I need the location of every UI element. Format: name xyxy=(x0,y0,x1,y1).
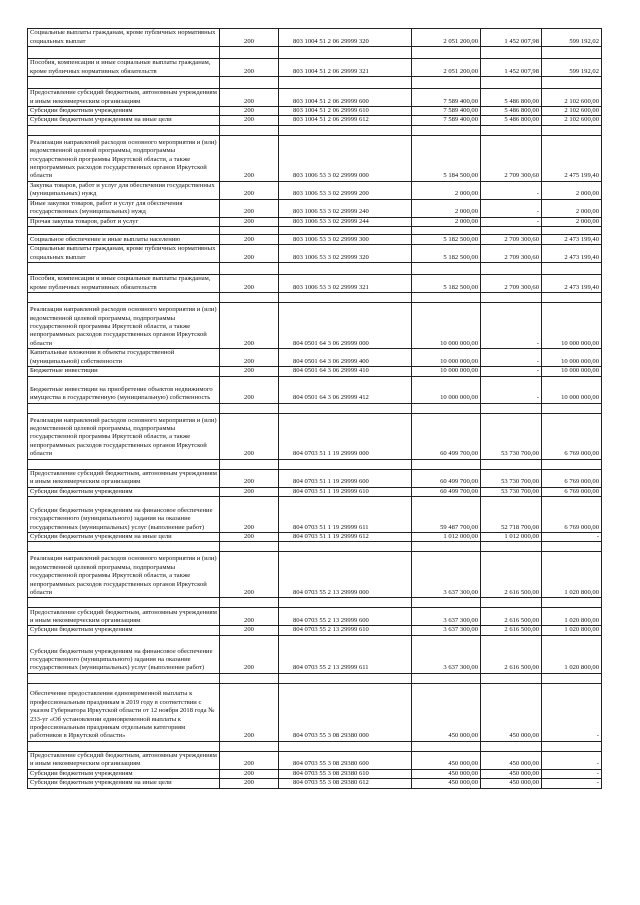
row-admin-code-cell: 200 xyxy=(220,769,279,778)
row-admin-code-cell: 200 xyxy=(220,217,279,226)
row-remaining-cell: 2 102 600,00 xyxy=(542,89,602,107)
row-executed-cell: 1 452 007,98 xyxy=(481,29,542,47)
row-admin-code-cell xyxy=(220,263,279,275)
row-executed-cell xyxy=(481,741,542,751)
table-row xyxy=(28,497,602,533)
row-executed-cell: 2 709 300,60 xyxy=(481,275,542,293)
row-executed-cell: - xyxy=(481,367,542,376)
row-executed-cell: 450 000,00 xyxy=(481,683,542,741)
row-planned-cell: 10 000 000,00 xyxy=(412,367,481,376)
budget-report-sheet xyxy=(27,28,601,789)
row-name-cell: Бюджетные инвестиции на приобретение объектов недвижимого имущества в государственную (муниципальную) собственность xyxy=(28,376,220,403)
row-admin-code-cell: 200 xyxy=(220,181,279,199)
row-admin-code-cell: 200 xyxy=(220,59,279,77)
row-planned-cell: 2 000,00 xyxy=(412,181,481,199)
row-planned-cell: 3 637 300,00 xyxy=(412,608,481,626)
row-executed-cell: 2 616 500,00 xyxy=(481,608,542,626)
row-name-cell: Предоставление субсидий бюджетным, автономным учреждениям и иным некоммерческим организациям xyxy=(28,751,220,769)
table-row xyxy=(28,469,602,487)
row-remaining-cell xyxy=(542,47,602,59)
row-remaining-cell: - xyxy=(542,533,602,542)
row-remaining-cell xyxy=(542,77,602,89)
row-name-cell: Предоставление субсидий бюджетным, автономным учреждениям и иным некоммерческим организациям xyxy=(28,469,220,487)
row-planned-cell xyxy=(412,227,481,235)
spacer-row xyxy=(28,403,602,413)
row-executed-cell: 53 730 700,00 xyxy=(481,487,542,496)
row-remaining-cell: 2 000,00 xyxy=(542,217,602,226)
row-planned-cell xyxy=(412,598,481,608)
row-name-cell: Субсидии бюджетным учреждениям на иные цели xyxy=(28,116,220,125)
row-name-cell: Субсидии бюджетным учреждениям xyxy=(28,626,220,635)
row-admin-code-cell xyxy=(220,741,279,751)
row-budget-code-cell: 804 0501 64 3 06 29999 000 xyxy=(279,303,412,349)
row-planned-cell: 2 051 200,00 xyxy=(412,59,481,77)
row-admin-code-cell: 200 xyxy=(220,533,279,542)
row-planned-cell: 2 000,00 xyxy=(412,217,481,226)
row-planned-cell xyxy=(412,47,481,59)
row-executed-cell xyxy=(481,459,542,469)
row-name-cell xyxy=(28,403,220,413)
row-name-cell xyxy=(28,459,220,469)
row-planned-cell xyxy=(412,403,481,413)
table-row xyxy=(28,349,602,367)
table-row xyxy=(28,367,602,376)
table-row xyxy=(28,116,602,125)
row-remaining-cell xyxy=(542,227,602,235)
row-admin-code-cell: 200 xyxy=(220,116,279,125)
row-remaining-cell: 10 000 000,00 xyxy=(542,349,602,367)
row-planned-cell: 7 589 400,00 xyxy=(412,107,481,116)
row-planned-cell xyxy=(412,77,481,89)
row-executed-cell: 450 000,00 xyxy=(481,751,542,769)
row-budget-code-cell: 803 1004 51 2 06 29999 320 xyxy=(279,29,412,47)
row-name-cell: Прочая закупка товаров, работ и услуг xyxy=(28,217,220,226)
row-executed-cell: 450 000,00 xyxy=(481,779,542,788)
row-planned-cell: 5 182 500,00 xyxy=(412,245,481,263)
row-executed-cell: 5 486 800,00 xyxy=(481,107,542,116)
row-executed-cell xyxy=(481,673,542,683)
row-admin-code-cell: 200 xyxy=(220,107,279,116)
row-budget-code-cell xyxy=(279,293,412,303)
row-remaining-cell xyxy=(542,459,602,469)
row-name-cell: Субсидии бюджетным учреждениям на финансовое обеспечение государственного (муниципального) задания на оказание государственных (муниципальных) услуг (выполнение работ) xyxy=(28,635,220,673)
table-row xyxy=(28,533,602,542)
spacer-row xyxy=(28,598,602,608)
row-admin-code-cell xyxy=(220,47,279,59)
row-remaining-cell: 10 000 000,00 xyxy=(542,367,602,376)
row-name-cell: Реализация направлений расходов основного мероприятия и (или) ведомственной целевой программы, подпрограммы государственной программы Иркутской области, а также непрограммных расходов государственных органов Иркутской области xyxy=(28,135,220,181)
row-executed-cell: 2 709 300,60 xyxy=(481,235,542,245)
row-admin-code-cell: 200 xyxy=(220,608,279,626)
row-budget-code-cell: 804 0703 55 3 08 29380 000 xyxy=(279,683,412,741)
spacer-row xyxy=(28,77,602,89)
row-name-cell: Субсидии бюджетным учреждениям на иные цели xyxy=(28,533,220,542)
row-budget-code-cell: 803 1004 51 2 06 29999 600 xyxy=(279,89,412,107)
table-row xyxy=(28,608,602,626)
row-planned-cell: 7 589 400,00 xyxy=(412,116,481,125)
row-admin-code-cell: 200 xyxy=(220,376,279,403)
row-name-cell xyxy=(28,293,220,303)
row-planned-cell: 450 000,00 xyxy=(412,779,481,788)
row-name-cell: Субсидии бюджетным учреждениям xyxy=(28,769,220,778)
row-name-cell xyxy=(28,47,220,59)
row-budget-code-cell: 803 1006 53 3 02 29999 244 xyxy=(279,217,412,226)
row-budget-code-cell: 803 1006 53 3 02 29999 300 xyxy=(279,235,412,245)
table-row xyxy=(28,376,602,403)
spacer-row xyxy=(28,673,602,683)
table-row xyxy=(28,29,602,47)
row-planned-cell xyxy=(412,741,481,751)
row-executed-cell xyxy=(481,47,542,59)
row-admin-code-cell: 200 xyxy=(220,367,279,376)
row-executed-cell: 2 616 500,00 xyxy=(481,552,542,598)
row-admin-code-cell: 200 xyxy=(220,235,279,245)
row-executed-cell xyxy=(481,542,542,552)
table-row xyxy=(28,751,602,769)
row-budget-code-cell: 804 0703 55 3 08 29380 612 xyxy=(279,779,412,788)
row-remaining-cell xyxy=(542,598,602,608)
row-admin-code-cell xyxy=(220,542,279,552)
row-budget-code-cell: 803 1006 53 3 02 29999 200 xyxy=(279,181,412,199)
row-remaining-cell xyxy=(542,125,602,135)
table-row xyxy=(28,59,602,77)
table-row xyxy=(28,487,602,496)
row-admin-code-cell: 200 xyxy=(220,469,279,487)
row-executed-cell: 1 012 000,00 xyxy=(481,533,542,542)
row-admin-code-cell: 200 xyxy=(220,29,279,47)
table-row xyxy=(28,199,602,217)
row-executed-cell: 2 616 500,00 xyxy=(481,635,542,673)
row-budget-code-cell xyxy=(279,459,412,469)
row-budget-code-cell: 804 0703 51 1 19 29999 611 xyxy=(279,497,412,533)
row-executed-cell: - xyxy=(481,199,542,217)
table-row xyxy=(28,181,602,199)
row-remaining-cell: 2 000,00 xyxy=(542,181,602,199)
row-executed-cell: 450 000,00 xyxy=(481,769,542,778)
row-budget-code-cell: 803 1006 53 3 02 29999 321 xyxy=(279,275,412,293)
row-planned-cell: 7 589 400,00 xyxy=(412,89,481,107)
row-executed-cell: - xyxy=(481,303,542,349)
spacer-row xyxy=(28,459,602,469)
row-name-cell: Иные закупки товаров, работ и услуг для обеспечения государственных (муниципальных) нужд xyxy=(28,199,220,217)
row-name-cell: Субсидии бюджетным учреждениям на иные цели xyxy=(28,779,220,788)
row-executed-cell: 53 730 700,00 xyxy=(481,413,542,459)
row-admin-code-cell: 200 xyxy=(220,497,279,533)
row-remaining-cell: 1 020 800,00 xyxy=(542,635,602,673)
row-planned-cell: 10 000 000,00 xyxy=(412,376,481,403)
table-row xyxy=(28,275,602,293)
row-name-cell xyxy=(28,227,220,235)
row-planned-cell: 60 499 700,00 xyxy=(412,487,481,496)
row-planned-cell: 3 637 300,00 xyxy=(412,626,481,635)
row-remaining-cell xyxy=(542,542,602,552)
budget-table xyxy=(27,28,602,789)
row-remaining-cell xyxy=(542,741,602,751)
row-executed-cell: - xyxy=(481,217,542,226)
row-budget-code-cell xyxy=(279,227,412,235)
row-budget-code-cell xyxy=(279,77,412,89)
row-planned-cell: 450 000,00 xyxy=(412,751,481,769)
table-row xyxy=(28,217,602,226)
spacer-row xyxy=(28,293,602,303)
row-budget-code-cell: 804 0703 55 2 13 29999 000 xyxy=(279,552,412,598)
row-budget-code-cell: 804 0703 55 2 13 29999 610 xyxy=(279,626,412,635)
table-row xyxy=(28,135,602,181)
row-admin-code-cell: 200 xyxy=(220,779,279,788)
row-executed-cell: 53 730 700,00 xyxy=(481,469,542,487)
row-executed-cell xyxy=(481,403,542,413)
spacer-row xyxy=(28,542,602,552)
row-remaining-cell: 6 769 000,00 xyxy=(542,487,602,496)
row-admin-code-cell xyxy=(220,293,279,303)
row-name-cell: Обеспечение предоставления единовременной выплаты к профессиональным праздникам в 2019 году в соответствии с указом Губернатора Иркутской области от 12 ноября 2018 года № 233-уг «Об установлении единовременной выплаты к профессиональным праздникам отдельным категориям работников в Иркутской области» xyxy=(28,683,220,741)
row-planned-cell: 10 000 000,00 xyxy=(412,303,481,349)
row-planned-cell: 2 051 200,00 xyxy=(412,29,481,47)
row-admin-code-cell: 200 xyxy=(220,275,279,293)
row-planned-cell: 5 184 500,00 xyxy=(412,135,481,181)
row-planned-cell xyxy=(412,673,481,683)
row-planned-cell xyxy=(412,125,481,135)
row-remaining-cell: 1 020 800,00 xyxy=(542,626,602,635)
row-name-cell: Субсидии бюджетным учреждениям на финансовое обеспечение государственного (муниципального) задания на оказание государственных (муниципальных) услуг (выполнение работ) xyxy=(28,497,220,533)
row-budget-code-cell: 804 0703 55 2 13 29999 611 xyxy=(279,635,412,673)
row-admin-code-cell: 200 xyxy=(220,751,279,769)
row-planned-cell: 450 000,00 xyxy=(412,769,481,778)
row-remaining-cell: - xyxy=(542,769,602,778)
row-remaining-cell: 6 769 000,00 xyxy=(542,413,602,459)
row-budget-code-cell: 804 0703 51 1 19 29999 000 xyxy=(279,413,412,459)
row-admin-code-cell: 200 xyxy=(220,135,279,181)
row-budget-code-cell: 803 1004 51 2 06 29999 321 xyxy=(279,59,412,77)
spacer-row xyxy=(28,47,602,59)
row-remaining-cell: - xyxy=(542,751,602,769)
row-remaining-cell: 2 475 199,40 xyxy=(542,135,602,181)
row-remaining-cell: 2 473 199,40 xyxy=(542,275,602,293)
row-executed-cell xyxy=(481,77,542,89)
row-remaining-cell: 6 769 000,00 xyxy=(542,469,602,487)
row-name-cell xyxy=(28,263,220,275)
row-budget-code-cell: 804 0501 64 3 06 29999 410 xyxy=(279,367,412,376)
row-admin-code-cell: 200 xyxy=(220,635,279,673)
row-budget-code-cell xyxy=(279,263,412,275)
row-budget-code-cell xyxy=(279,598,412,608)
row-name-cell: Закупка товаров, работ и услуг для обеспечения государственных (муниципальных) нужд xyxy=(28,181,220,199)
row-admin-code-cell: 200 xyxy=(220,349,279,367)
spacer-row xyxy=(28,125,602,135)
row-name-cell: Капитальные вложения в объекты государственной (муниципальной) собственности xyxy=(28,349,220,367)
row-budget-code-cell: 804 0703 55 2 13 29999 600 xyxy=(279,608,412,626)
row-admin-code-cell: 200 xyxy=(220,413,279,459)
row-planned-cell: 10 000 000,00 xyxy=(412,349,481,367)
row-remaining-cell: 10 000 000,00 xyxy=(542,376,602,403)
row-remaining-cell xyxy=(542,673,602,683)
row-planned-cell: 60 499 700,00 xyxy=(412,413,481,459)
row-budget-code-cell xyxy=(279,673,412,683)
row-remaining-cell xyxy=(542,263,602,275)
row-name-cell: Субсидии бюджетным учреждениям xyxy=(28,487,220,496)
row-admin-code-cell xyxy=(220,673,279,683)
row-remaining-cell: 2 473 199,40 xyxy=(542,235,602,245)
row-admin-code-cell: 200 xyxy=(220,552,279,598)
table-row xyxy=(28,769,602,778)
row-executed-cell: - xyxy=(481,376,542,403)
row-name-cell xyxy=(28,542,220,552)
row-planned-cell xyxy=(412,459,481,469)
row-executed-cell xyxy=(481,293,542,303)
table-row xyxy=(28,552,602,598)
row-executed-cell: - xyxy=(481,181,542,199)
table-row xyxy=(28,89,602,107)
row-admin-code-cell xyxy=(220,125,279,135)
row-budget-code-cell: 803 1004 51 2 06 29999 610 xyxy=(279,107,412,116)
budget-table-body xyxy=(28,29,602,789)
row-executed-cell: 5 486 800,00 xyxy=(481,116,542,125)
row-executed-cell xyxy=(481,125,542,135)
row-executed-cell xyxy=(481,227,542,235)
row-budget-code-cell: 804 0501 64 3 06 29999 412 xyxy=(279,376,412,403)
table-row xyxy=(28,779,602,788)
row-remaining-cell: - xyxy=(542,683,602,741)
row-remaining-cell: 1 020 800,00 xyxy=(542,552,602,598)
row-executed-cell: 2 709 300,60 xyxy=(481,135,542,181)
spacer-row xyxy=(28,227,602,235)
row-planned-cell: 59 487 700,00 xyxy=(412,497,481,533)
row-planned-cell xyxy=(412,542,481,552)
row-admin-code-cell xyxy=(220,77,279,89)
row-planned-cell: 60 499 700,00 xyxy=(412,469,481,487)
table-row xyxy=(28,235,602,245)
row-budget-code-cell: 803 1006 53 3 02 29999 240 xyxy=(279,199,412,217)
row-admin-code-cell xyxy=(220,598,279,608)
row-remaining-cell: 1 020 800,00 xyxy=(542,608,602,626)
row-remaining-cell: 6 769 000,00 xyxy=(542,497,602,533)
row-admin-code-cell: 200 xyxy=(220,487,279,496)
table-row xyxy=(28,107,602,116)
row-name-cell xyxy=(28,598,220,608)
table-row xyxy=(28,303,602,349)
row-remaining-cell: - xyxy=(542,779,602,788)
row-budget-code-cell: 804 0703 51 1 19 29999 612 xyxy=(279,533,412,542)
table-row xyxy=(28,245,602,263)
row-remaining-cell: 2 000,00 xyxy=(542,199,602,217)
row-name-cell: Социальные выплаты гражданам, кроме публичных нормативных социальных выплат xyxy=(28,245,220,263)
row-budget-code-cell: 803 1004 51 2 06 29999 612 xyxy=(279,116,412,125)
row-planned-cell: 3 637 300,00 xyxy=(412,552,481,598)
row-budget-code-cell: 804 0703 55 3 08 29380 600 xyxy=(279,751,412,769)
row-planned-cell: 5 182 500,00 xyxy=(412,275,481,293)
row-name-cell: Субсидии бюджетным учреждениям xyxy=(28,107,220,116)
row-name-cell xyxy=(28,125,220,135)
row-name-cell: Предоставление субсидий бюджетным, автономным учреждениям и иным некоммерческим организациям xyxy=(28,89,220,107)
row-planned-cell: 5 182 500,00 xyxy=(412,235,481,245)
spacer-row xyxy=(28,741,602,751)
table-row xyxy=(28,635,602,673)
row-remaining-cell xyxy=(542,293,602,303)
row-executed-cell: 1 452 007,98 xyxy=(481,59,542,77)
row-admin-code-cell xyxy=(220,459,279,469)
row-admin-code-cell: 200 xyxy=(220,245,279,263)
row-name-cell: Реализация направлений расходов основного мероприятия и (или) ведомственной целевой программы, подпрограммы государственной программы Иркутской области, а также непрограммных расходов государственных органов Иркутской области xyxy=(28,552,220,598)
row-executed-cell: 52 718 700,00 xyxy=(481,497,542,533)
row-admin-code-cell: 200 xyxy=(220,303,279,349)
row-name-cell xyxy=(28,77,220,89)
row-name-cell: Реализация направлений расходов основного мероприятия и (или) ведомственной целевой программы, подпрограммы государственной программы Иркутской области, а также непрограммных расходов государственных органов Иркутской области xyxy=(28,413,220,459)
row-name-cell xyxy=(28,741,220,751)
row-name-cell: Пособия, компенсации и иные социальные выплаты гражданам, кроме публичных нормативных обязательств xyxy=(28,59,220,77)
row-remaining-cell: 2 102 600,00 xyxy=(542,116,602,125)
row-name-cell: Социальные выплаты гражданам, кроме публичных нормативных социальных выплат xyxy=(28,29,220,47)
spacer-row xyxy=(28,263,602,275)
row-budget-code-cell: 804 0703 55 3 08 29380 610 xyxy=(279,769,412,778)
row-admin-code-cell xyxy=(220,403,279,413)
row-executed-cell: 5 486 800,00 xyxy=(481,89,542,107)
row-name-cell: Реализация направлений расходов основного мероприятия и (или) ведомственной целевой программы, подпрограммы государственной программы Иркутской области, а также непрограммных расходов государственных органов Иркутской области xyxy=(28,303,220,349)
row-budget-code-cell xyxy=(279,741,412,751)
row-remaining-cell xyxy=(542,403,602,413)
row-name-cell: Пособия, компенсации и иные социальные выплаты гражданам, кроме публичных нормативных обязательств xyxy=(28,275,220,293)
row-budget-code-cell xyxy=(279,403,412,413)
table-row xyxy=(28,626,602,635)
row-remaining-cell: 10 000 000,00 xyxy=(542,303,602,349)
row-admin-code-cell: 200 xyxy=(220,89,279,107)
row-budget-code-cell: 803 1006 53 3 02 29999 000 xyxy=(279,135,412,181)
row-name-cell: Социальное обеспечение и иные выплаты населению xyxy=(28,235,220,245)
row-name-cell xyxy=(28,673,220,683)
table-row xyxy=(28,683,602,741)
row-budget-code-cell: 803 1006 53 3 02 29999 320 xyxy=(279,245,412,263)
table-row xyxy=(28,413,602,459)
row-admin-code-cell: 200 xyxy=(220,199,279,217)
row-executed-cell: 2 709 300,60 xyxy=(481,245,542,263)
row-executed-cell: 2 616 500,00 xyxy=(481,626,542,635)
row-budget-code-cell xyxy=(279,47,412,59)
row-name-cell: Предоставление субсидий бюджетным, автономным учреждениям и иным некоммерческим организациям xyxy=(28,608,220,626)
row-planned-cell: 1 012 000,00 xyxy=(412,533,481,542)
row-remaining-cell: 2 473 199,40 xyxy=(542,245,602,263)
row-budget-code-cell: 804 0501 64 3 06 29999 400 xyxy=(279,349,412,367)
row-budget-code-cell: 804 0703 51 1 19 29999 610 xyxy=(279,487,412,496)
row-admin-code-cell: 200 xyxy=(220,626,279,635)
row-planned-cell xyxy=(412,293,481,303)
row-planned-cell: 2 000,00 xyxy=(412,199,481,217)
row-budget-code-cell: 804 0703 51 1 19 29999 600 xyxy=(279,469,412,487)
row-admin-code-cell: 200 xyxy=(220,683,279,741)
row-planned-cell xyxy=(412,263,481,275)
row-remaining-cell: 2 102 600,00 xyxy=(542,107,602,116)
row-budget-code-cell xyxy=(279,542,412,552)
row-remaining-cell: 599 192,02 xyxy=(542,29,602,47)
row-admin-code-cell xyxy=(220,227,279,235)
row-name-cell: Бюджетные инвестиции xyxy=(28,367,220,376)
row-executed-cell xyxy=(481,263,542,275)
row-remaining-cell: 599 192,02 xyxy=(542,59,602,77)
row-executed-cell xyxy=(481,598,542,608)
row-planned-cell: 3 637 300,00 xyxy=(412,635,481,673)
row-planned-cell: 450 000,00 xyxy=(412,683,481,741)
row-executed-cell: - xyxy=(481,349,542,367)
row-budget-code-cell xyxy=(279,125,412,135)
